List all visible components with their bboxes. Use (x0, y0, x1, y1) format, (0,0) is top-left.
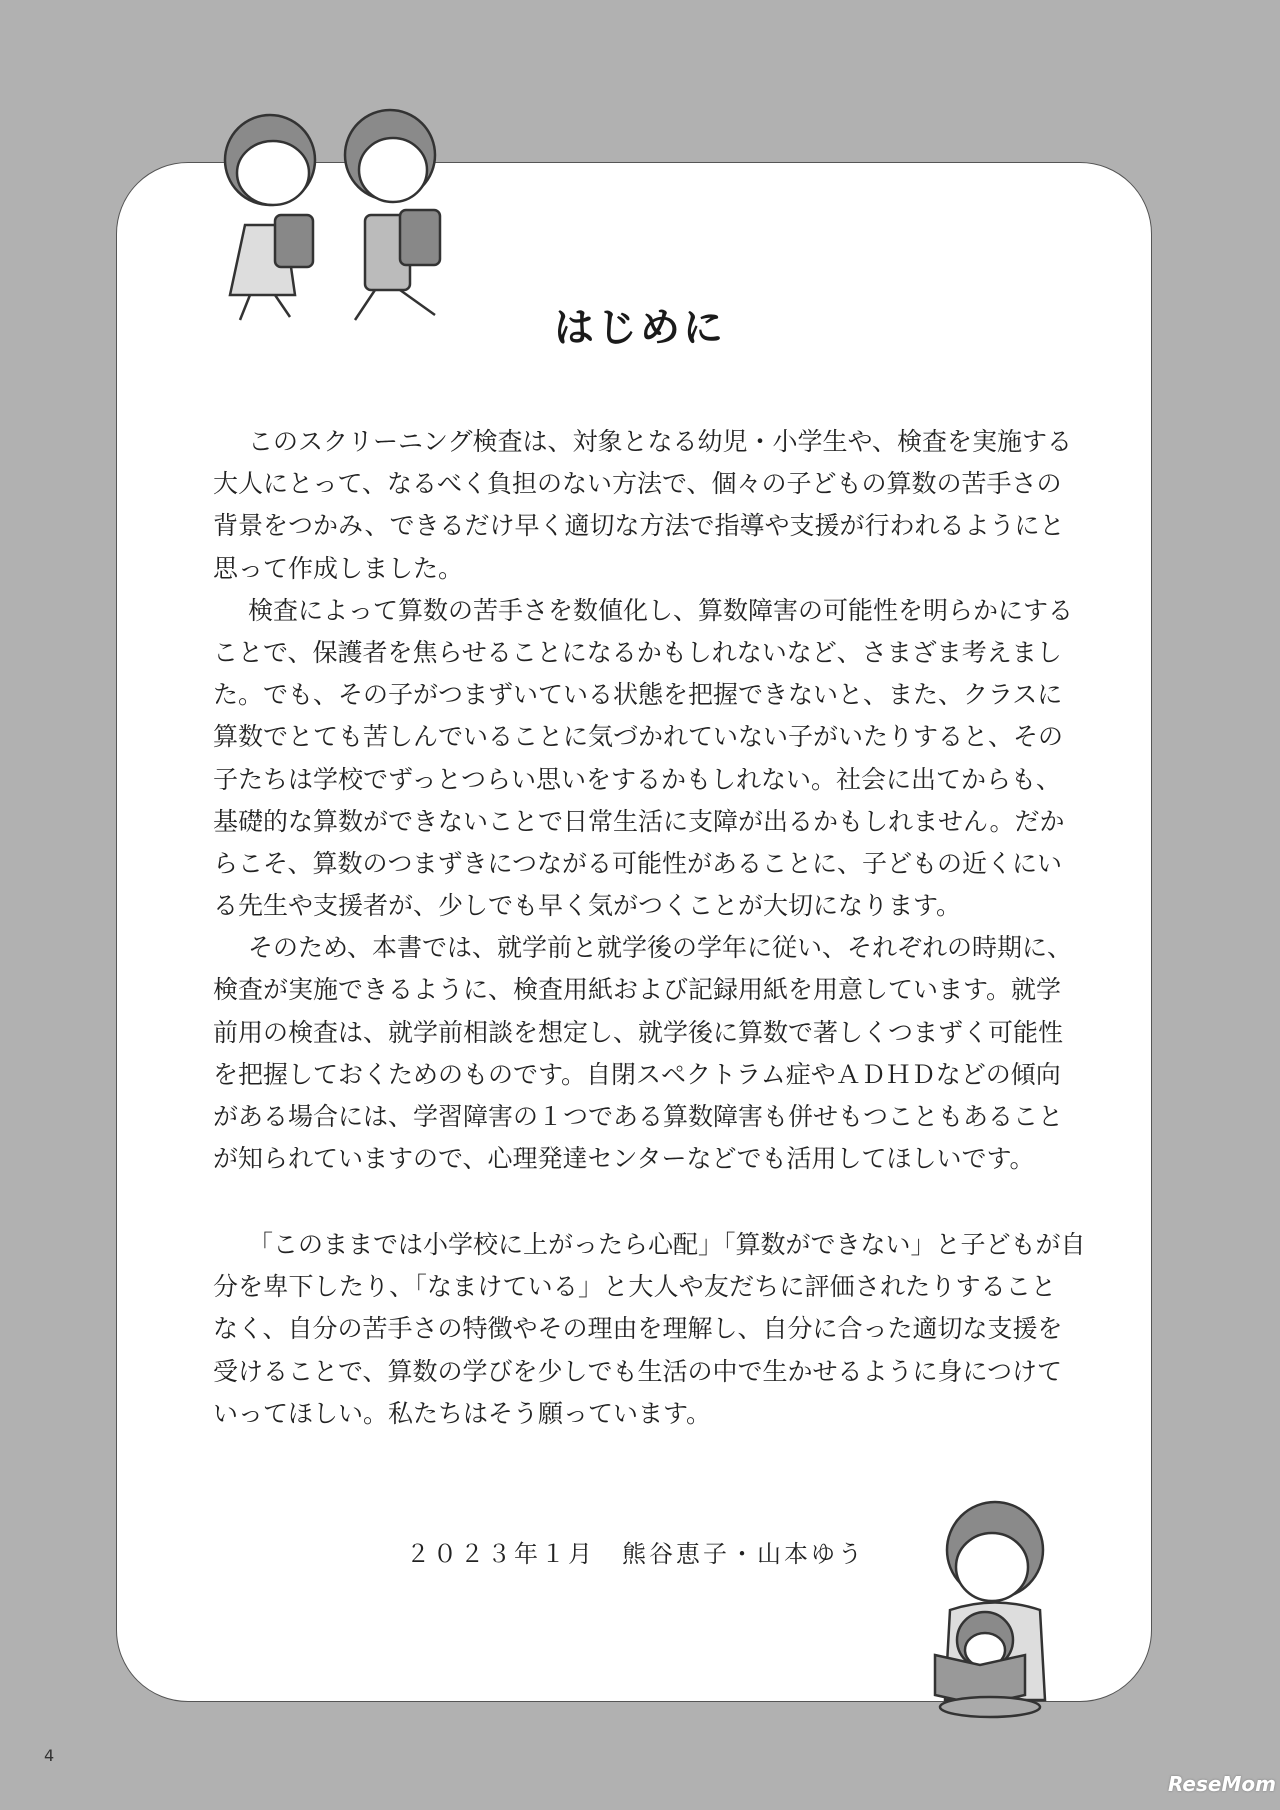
text-line: らこそ、算数のつまずきにつながる可能性があることに、子どもの近くにい (213, 848, 1063, 878)
text-line: 子たちは学校でずっとつらい思いをするかもしれない。社会に出てからも、 (213, 764, 1062, 794)
text-line: 思って作成しました。 (213, 553, 464, 583)
text-line: 基礎的な算数ができないことで日常生活に支障が出るかもしれません。だか (213, 806, 1065, 836)
paragraph-1 (213, 421, 1074, 1180)
text-line: が知られていますので、心理発達センターなどでも活用してほしいです。 (213, 1144, 1035, 1174)
text-line: 算数でとても苦しんでいることに気づかれていない子がいたりすると、その (213, 722, 1064, 752)
text-line: ことで、保護者を焦らせることになるかもしれないなど、さまざま考えまし (213, 637, 1062, 667)
text-line: る先生や支援者が、少しでも早く気がつくことが大切になります。 (213, 891, 962, 921)
text-line: た。でも、その子がつまずいている状態を把握できないと、また、クラスに (213, 680, 1063, 710)
resemom-logo: ReseMom (1168, 1772, 1276, 1796)
text-line: がある場合には、学習障害の１つである算数障害も併せもつこともあること (213, 1102, 1064, 1131)
text-line: 「このままでは小学校に上がったら心配」「算数ができない」と子どもが自 (248, 1230, 1086, 1259)
text-line: なく、自分の苦手さの特徴やその理由を理解し、自分に合った適切な支援を (213, 1314, 1063, 1344)
text-line: 背景をつかみ、できるだけ早く適切な方法で指導や支援が行われるようにと (213, 511, 1065, 541)
paragraph-closing (213, 1224, 1086, 1435)
text-line: このスクリーニング検査は、対象となる幼児・小学生や、検査を実施する (248, 427, 1073, 456)
text-line: 前用の検査は、就学前相談を想定し、就学後に算数で著しくつまずく可能性 (213, 1017, 1064, 1047)
text-line: 検査が実施できるように、検査用紙および記録用紙を用意しています。就学 (213, 975, 1062, 1005)
text-line: 受けることで、算数の学びを少しでも生活の中で生かせるように身につけて (213, 1356, 1063, 1386)
signature: ２０２３年１月 熊谷恵子・山本ゆう (406, 1540, 865, 1568)
text-line: いってほしい。私たちはそう願っています。 (213, 1398, 712, 1428)
text-line: 検査によって算数の苦手さを数値化し、算数障害の可能性を明らかにする (248, 595, 1074, 625)
page-title: はじめに (554, 305, 726, 351)
text-line: 分を卑下したり、「なまけている」と大人や友だちに評価されたりすること (213, 1272, 1056, 1302)
mother-child-reading-illustration (920, 1495, 1070, 1720)
text-line: を把握しておくためのものです。自閉スペクトラム症やＡＤＨＤなどの傾向 (213, 1059, 1061, 1089)
text-line: 大人にとって、なるべく負担のない方法で、個々の子どもの算数の苦手さの (213, 469, 1062, 499)
text-line: そのため、本書では、就学前と就学後の学年に従い、それぞれの時期に、 (248, 933, 1073, 963)
page-number: 4 (44, 1746, 55, 1765)
